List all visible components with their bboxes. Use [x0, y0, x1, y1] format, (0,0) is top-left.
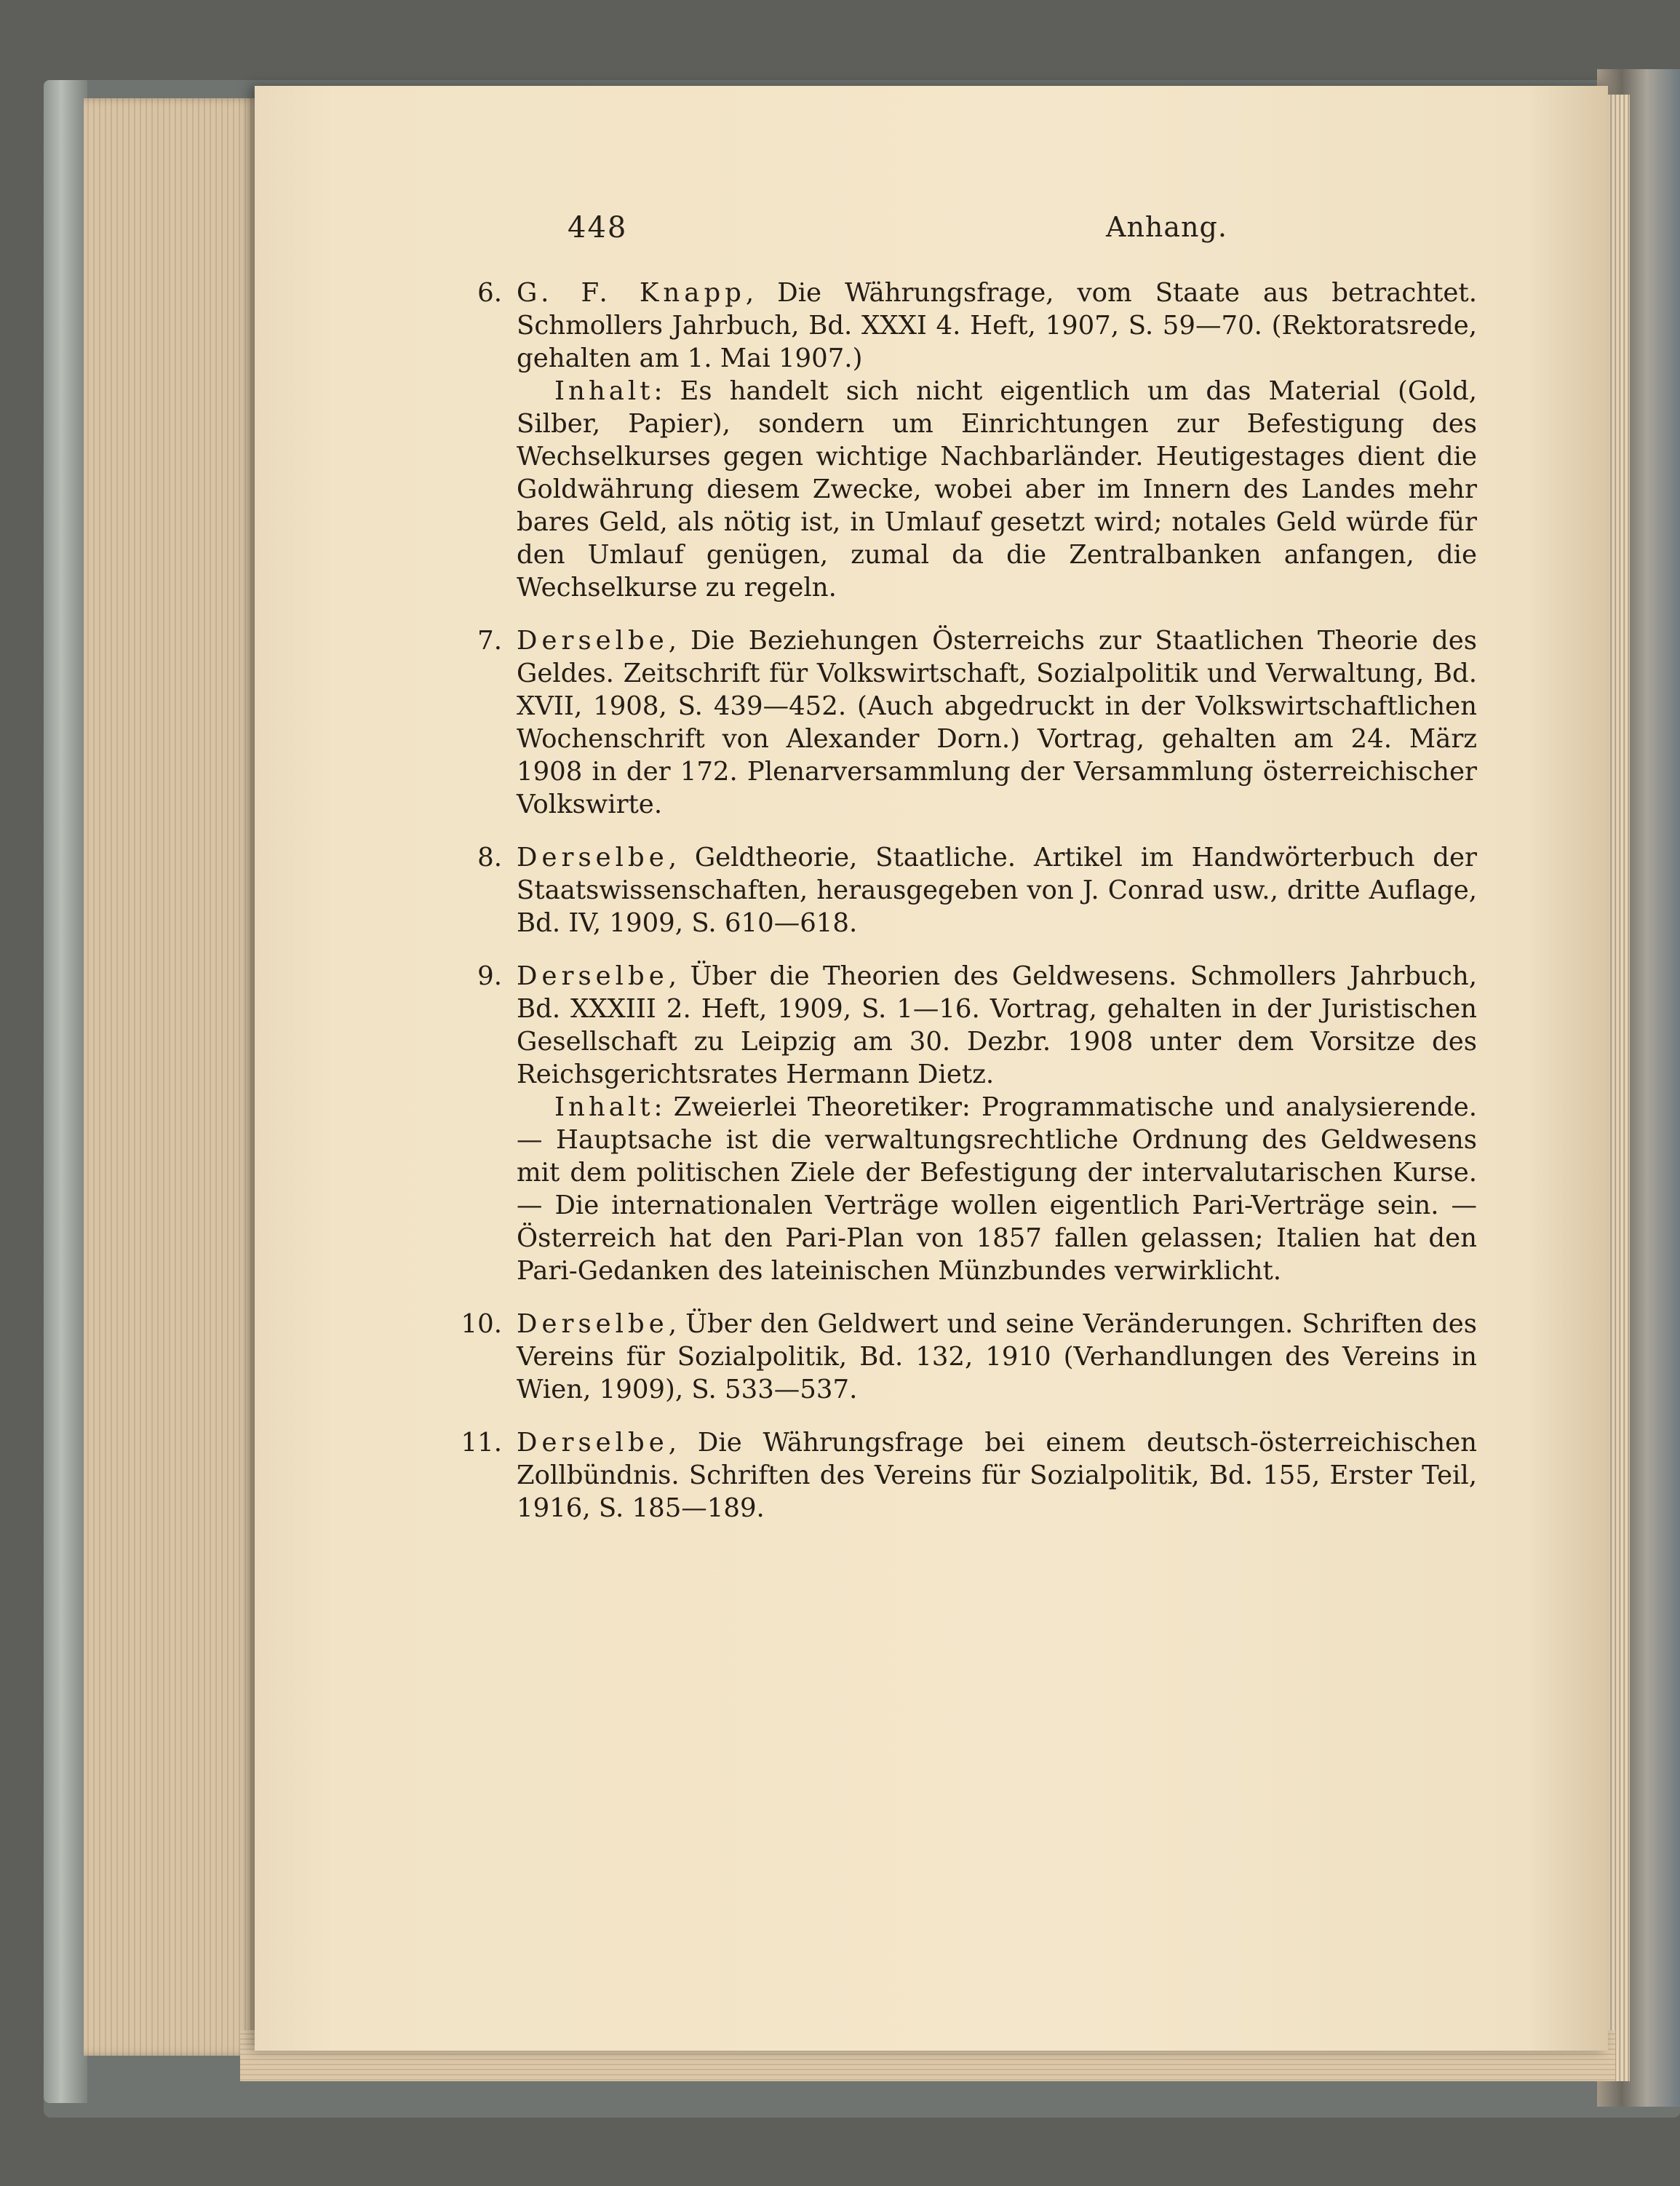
bibliography-list [461, 277, 1477, 1545]
entry-text: , Über den Geldwert und seine Veränderungen. Schriften des Vereins für Sozialpolitik, Bd. 132, 1910 (Verhandlungen des Vereins in Wien, 1909), S. 533—537. [517, 1309, 1477, 1404]
bibliography-entry [477, 624, 1477, 821]
entry-author: G. F. Knapp [517, 278, 746, 308]
page-header [313, 211, 1404, 255]
summary-label: Inhalt [554, 1092, 654, 1122]
summary-label: Inhalt [554, 376, 654, 406]
entry-citation [517, 1308, 1477, 1406]
entry-number: 7. [477, 626, 502, 656]
entry-citation [517, 277, 1477, 375]
page-number: 448 [568, 211, 628, 245]
entry-author: Derselbe [517, 843, 669, 873]
entry-citation [517, 624, 1477, 821]
entry-citation [517, 1426, 1477, 1525]
entry-author: Derselbe [517, 626, 669, 656]
page-stack-left [84, 98, 258, 2056]
entry-number: 11. [461, 1428, 502, 1458]
page-stack-right [1608, 95, 1630, 2081]
summary-text: : Es handelt sich nicht eigentlich um das Material (Gold, Silber, Papier), sondern um Einrichtungen zur Befestigung des Wechselkurses gegen wichtige Nachbarländer. Heutigestages dient die Goldwährung diesem Zwecke, wobei aber im Innern des Landes mehr bares Geld, als nötig ist, in Umlauf gesetzt wird; notales Geld würde für den Umlauf genügen, zumal da die Zentralbanken anfangen, die Wechselkurse zu regeln. [517, 376, 1477, 603]
entry-number: 10. [461, 1309, 502, 1339]
book-spine-edge [44, 80, 87, 2103]
running-head: Anhang. [1106, 211, 1227, 243]
entry-text: , Die Währungsfrage bei einem deutsch-österreichischen Zollbündnis. Schriften des Vereins für Sozialpolitik, Bd. 155, Erster Teil, 1916, S. 185—189. [517, 1428, 1477, 1523]
entry-text: , Die Beziehungen Österreichs zur Staatlichen Theorie des Geldes. Zeitschrift für Volkswirtschaft, Sozialpolitik und Verwaltung, Bd. XVII, 1908, S. 439—452. (Auch abgedruckt in der Volkswirtschaftlichen Wochenschrift von Alexander Dorn.) Vortrag, gehalten am 24. März 1908 in der 172. Plenarversammlung der Versammlung österreichischer Volkswirte. [517, 626, 1477, 819]
entry-text: , Geldtheorie, Staatliche. Artikel im Handwörterbuch der Staatswissenschaften, herausgegeben von J. Conrad usw., dritte Auflage, Bd. IV, 1909, S. 610—618. [517, 843, 1477, 938]
entry-citation [517, 960, 1477, 1091]
bibliography-entry [477, 960, 1477, 1287]
entry-number: 9. [477, 961, 502, 991]
entry-number: 6. [477, 278, 502, 308]
entry-author: Derselbe [517, 1309, 669, 1339]
entry-summary [517, 1091, 1477, 1287]
summary-text: : Zweierlei Theoretiker: Programmatische und analysierende. — Hauptsache ist die verwaltungsrechtliche Ordnung des Geldwesens mit dem politischen Ziele der Befestigung der intervalutarischen Kurse. — Die internationalen Verträge wollen eigentlich Pari-Verträge sein. — Österreich hat den Pari-Plan von 1857 fallen gelassen; Italien hat den Pari-Gedanken des lateinischen Münzbundes verwirklicht. [517, 1092, 1477, 1286]
bibliography-entry [461, 1426, 1477, 1525]
entry-author: Derselbe [517, 961, 669, 991]
entry-text: , Über die Theorien des Geldwesens. Schmollers Jahrbuch, Bd. XXXIII 2. Heft, 1909, S. 1—16. Vortrag, gehalten in der Juristischen Gesellschaft zu Leipzig am 30. Dezbr. 1908 unter dem Vorsitze des Reichsgerichtsrates Hermann Dietz. [517, 961, 1477, 1089]
entry-summary [517, 375, 1477, 604]
entry-text: , Die Währungsfrage, vom Staate aus betrachtet. Schmollers Jahrbuch, Bd. XXXI 4. Heft, 1907, S. 59—70. (Rektoratsrede, gehalten am 1. Mai 1907.) [517, 278, 1477, 373]
entry-citation [517, 841, 1477, 939]
entry-number: 8. [477, 843, 502, 873]
bibliography-entry [461, 1308, 1477, 1406]
bibliography-entry [477, 277, 1477, 604]
entry-author: Derselbe [517, 1428, 669, 1458]
bibliography-entry [477, 841, 1477, 939]
